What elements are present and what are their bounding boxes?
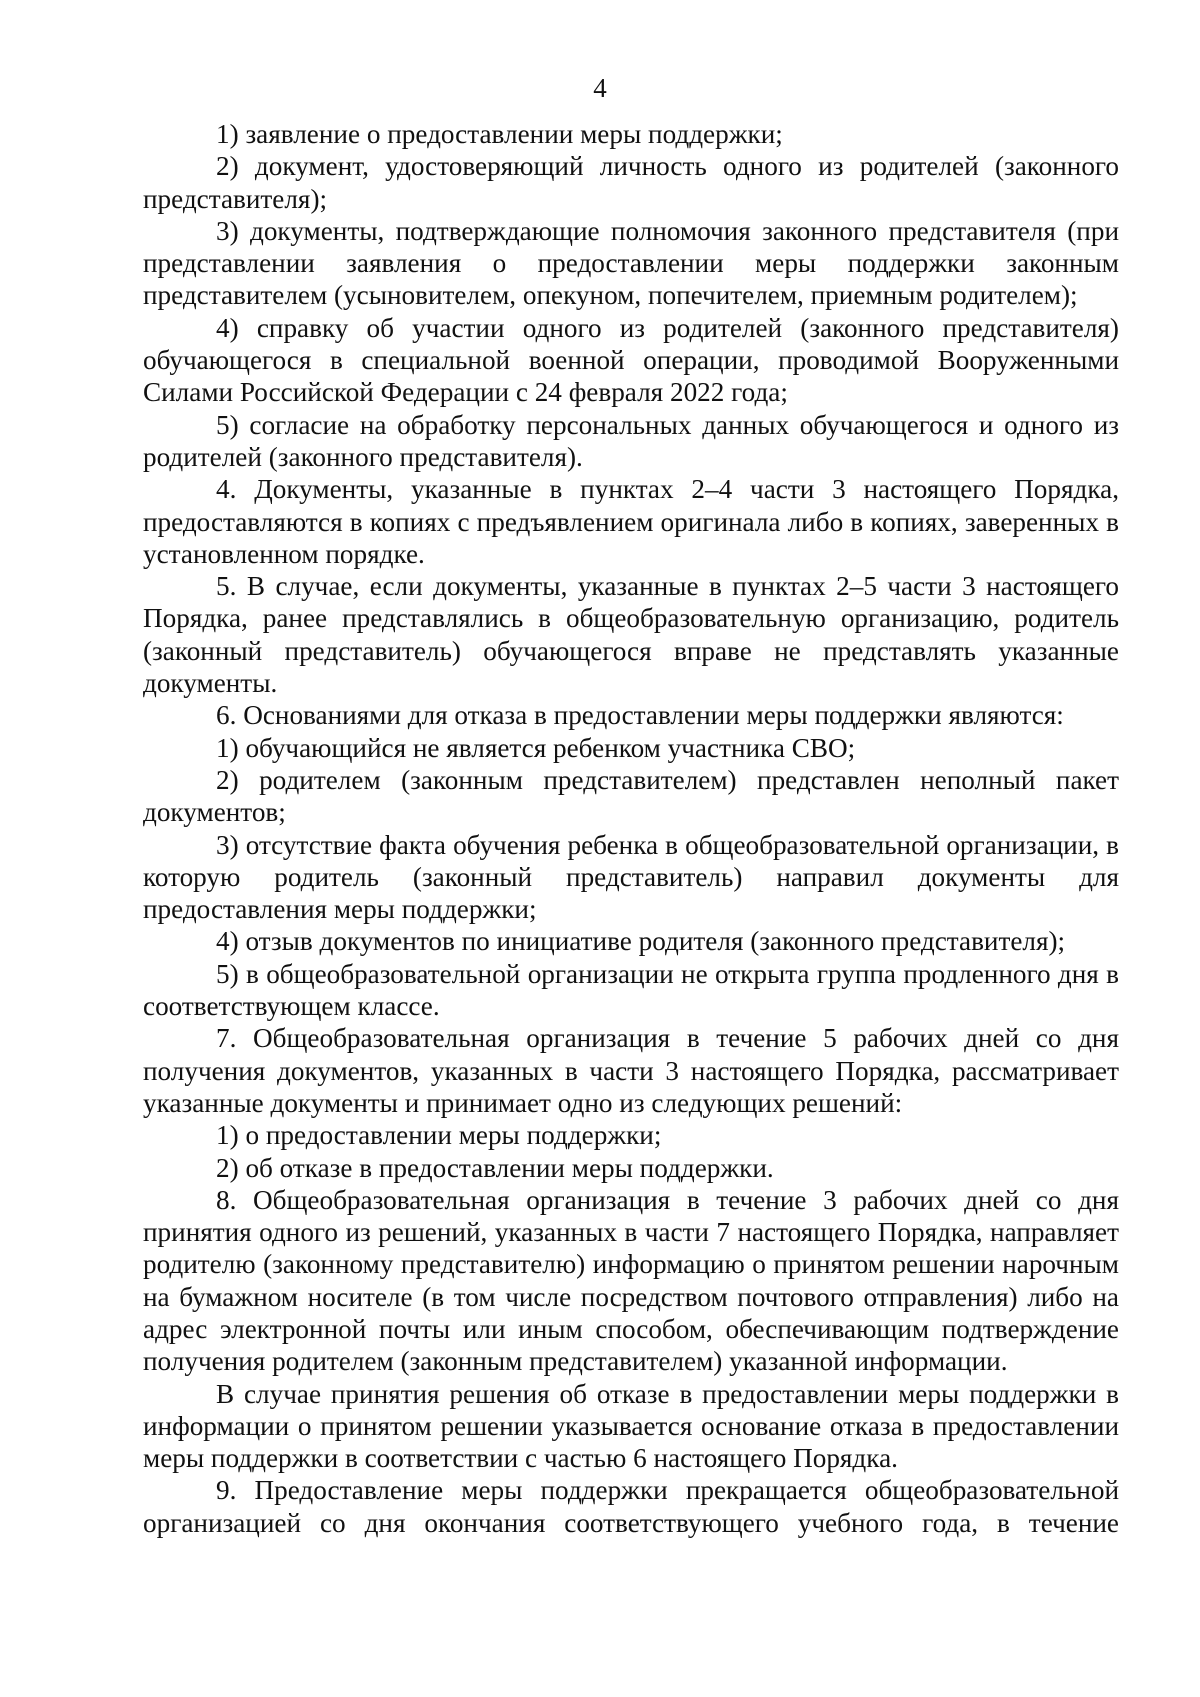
- list-item-data-consent: 5) согласие на обработку персональных данных обучающегося и одного из родителей (законного представителя).: [143, 409, 1119, 472]
- refusal-reason-3: 3) отсутствие факта обучения ребенка в общеобразовательной организации, в которую родитель (законный представитель) направил документы для предоставления меры поддержки;: [143, 829, 1119, 925]
- list-item-svo-certificate: 4) справку об участии одного из родителей (законного представителя) обучающегося в специальной военной операции, проводимой Вооруженными Силами Российской Федерации с 24 февраля 2022 года;: [143, 312, 1119, 408]
- clause-4: 4. Документы, указанные в пунктах 2–4 части 3 настоящего Порядка, предоставляются в копиях с предъявлением оригинала либо в копиях, заверенных в установленном порядке.: [143, 474, 1119, 569]
- list-item-application: 1) заявление о предоставлении меры поддержки;: [216, 119, 783, 149]
- clause-8: 8. Общеобразовательная организация в течение 3 рабочих дней со дня принятия одного из решений, указанных в части 7 настоящего Порядка, направляет родителю (законному представителю) информацию о принятом решении нарочным на бумажном носителе (в том числе посредством почтового отправления) либо на адрес электронной почты или иным способом, обеспечивающим подтверждение получения родителем (законным представителем) указанной информации.: [143, 1184, 1119, 1377]
- clause-7: 7. Общеобразовательная организация в течение 5 рабочих дней со дня получения документов, указанных в части 3 настоящего Порядка, рассматривает указанные документы и принимает одно из следующих решений:: [143, 1023, 1119, 1118]
- refusal-reason-5: 5) в общеобразовательной организации не открыта группа продленного дня в соответствующем классе.: [143, 958, 1119, 1022]
- list-item-identity-document: 2) документ, удостоверяющий личность одного из родителей (законного представителя);: [143, 151, 1119, 214]
- clause-5: 5. В случае, если документы, указанные в пунктах 2–5 части 3 настоящего Порядка, ранее представлялись в общеобразовательную организацию, родитель (законный представитель) обучающегося вправе не представлять указанные документы.: [143, 571, 1119, 699]
- refusal-reason-2: 2) родителем (законным представителем) представлен неполный пакет документов;: [143, 764, 1119, 828]
- clause-6: 6. Основаниями для отказа в предоставлении меры поддержки являются:: [216, 700, 1064, 731]
- decision-option-2: 2) об отказе в предоставлении меры поддержки.: [216, 1152, 774, 1183]
- decision-option-1: 1) о предоставлении меры поддержки;: [216, 1120, 662, 1151]
- page-number: 4: [593, 73, 607, 103]
- document-body: [143, 118, 1119, 1539]
- refusal-reason-1: 1) обучающийся не является ребенком участника СВО;: [216, 732, 856, 763]
- refusal-reason-4: 4) отзыв документов по инициативе родителя (законного представителя);: [216, 926, 1066, 957]
- clause-8-refusal-note: В случае принятия решения об отказе в предоставлении меры поддержки в информации о принятом решении указывается основание отказа в предоставлении меры поддержки в соответствии с частью 6 настоящего Порядка.: [143, 1378, 1119, 1474]
- list-item-authority-documents: 3) документы, подтверждающие полномочия законного представителя (при представлении заявления о предоставлении меры поддержки законным представителем (усыновителем, опекуном, попечителем, приемным родителем);: [143, 215, 1119, 311]
- clause-9: 9. Предоставление меры поддержки прекращается общеобразовательной организацией со дня окончания соответствующего учебного года, в течение: [143, 1475, 1119, 1538]
